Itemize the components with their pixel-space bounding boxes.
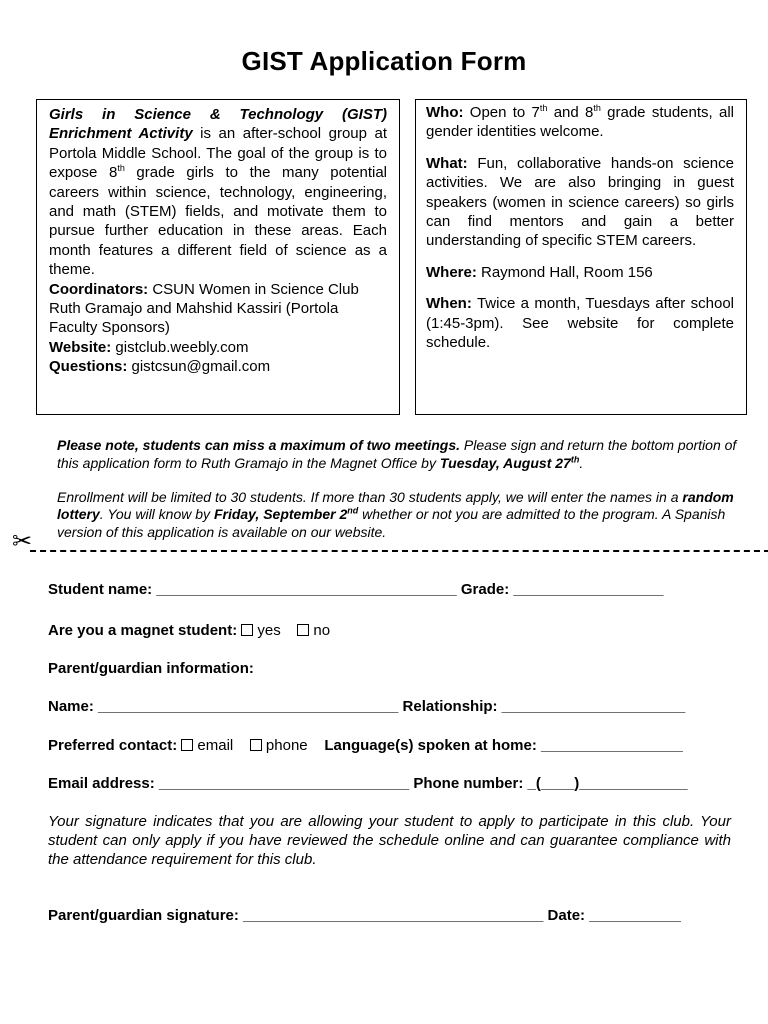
- intro-bold: Girls in Science & Technology (GIST) Enrichment Activity: [49, 106, 387, 143]
- parent-info-heading: Parent/guardian information:: [48, 660, 254, 677]
- notes-p2-text-2: . You will know by: [99, 506, 214, 523]
- intro-text-2: grade girls to the many potential careers within science, technology, engineering, and math (STEM) fields, and motivate them to pursue further education in these areas. Each month features a different field of science as a theme.: [49, 164, 387, 279]
- notes-p2-bold-2-sup: nd: [347, 505, 359, 516]
- intro-sup: th: [117, 163, 125, 174]
- magnet-no-checkbox[interactable]: [297, 624, 309, 636]
- parent-name-row: [48, 698, 685, 715]
- who-text-1: Open to 7: [463, 104, 540, 121]
- who-text-3: grade students, all gender identities welcome.: [426, 104, 734, 141]
- magnet-no-label: no: [313, 622, 331, 639]
- questions-email[interactable]: gistcsun@gmail.com: [127, 358, 271, 376]
- magnet-yes-checkbox[interactable]: [241, 624, 253, 636]
- website: [49, 338, 387, 357]
- preferred-contact-label: Preferred contact:: [48, 737, 178, 754]
- email-address-field[interactable]: Email address: ______________________________: [48, 775, 410, 792]
- questions-label: Questions:: [49, 358, 128, 376]
- contact-phone-label: phone: [265, 737, 308, 754]
- coordinators: [49, 280, 387, 338]
- who-text-2: and 8: [547, 104, 594, 121]
- notes-p1-bold: Please note, students can miss a maximum of two meetings.: [57, 437, 461, 453]
- info-box-right: [415, 99, 747, 415]
- grade-field[interactable]: Grade: __________________: [460, 581, 664, 598]
- notes-p1-date-sup: th: [570, 454, 580, 465]
- notes-p2-bold-2: Friday, September 2: [213, 506, 348, 523]
- contact-row: [48, 737, 683, 754]
- info-box-left: [36, 99, 400, 415]
- notes-p1-end: .: [579, 454, 584, 471]
- contact-phone-checkbox[interactable]: [250, 739, 262, 751]
- contact-email-label: email: [197, 737, 234, 754]
- who-sup-1: th: [539, 103, 548, 113]
- where-paragraph: [426, 263, 734, 282]
- magnet-question: Are you a magnet student:: [48, 622, 238, 639]
- when-label: When:: [426, 295, 472, 313]
- student-name-field[interactable]: Student name: ____________________________________: [48, 581, 457, 598]
- intro-text: is an after-school group at Portola Middle School. The goal of the group is to expose 8: [49, 125, 388, 182]
- contact-email-checkbox[interactable]: [181, 739, 193, 751]
- notes-p2-text-1: Enrollment will be limited to 30 students. If more than 30 students apply, we will enter the names in a: [57, 488, 683, 505]
- who-paragraph: [426, 103, 734, 142]
- when-text: Twice a month, Tuesdays after school (1:45-3pm). See website for complete schedule.: [426, 295, 734, 352]
- who-label: Who:: [426, 104, 464, 121]
- what-label: What:: [426, 154, 468, 172]
- student-name-row: [48, 581, 664, 598]
- when-paragraph: [426, 294, 734, 352]
- what-text: Fun, collaborative hands-on science activities. We are also bringing in guest speakers (women in science careers) so girls can find mentors and gain a better understanding of specific STEM careers.: [426, 154, 734, 250]
- website-value[interactable]: gistclub.weebly.com: [111, 338, 249, 356]
- notes-paragraph-1: [57, 437, 737, 473]
- language-field[interactable]: Language(s) spoken at home: _________________: [324, 737, 683, 754]
- page-title: GIST Application Form: [241, 46, 527, 76]
- notes-p1-text: Please sign and return the bottom portion of this application form to Ruth Gramajo in the Magnet Office by: [57, 437, 737, 471]
- notes-p2-bold-1: random lottery: [57, 488, 734, 523]
- where-label: Where:: [426, 263, 477, 281]
- notes-p2-text-3: whether or not you are admitted to the program. A Spanish version of this application is available on our website.: [57, 506, 726, 541]
- notes-p1-date: Tuesday, August 27: [439, 454, 571, 471]
- intro-paragraph: [49, 105, 387, 280]
- cut-line: [30, 550, 768, 552]
- questions: [49, 357, 387, 376]
- scissors-icon: ✂: [12, 528, 33, 555]
- notes: [57, 437, 737, 558]
- signature-row: [48, 907, 681, 924]
- email-row: [48, 775, 688, 792]
- phone-number-field[interactable]: Phone number: _(____)_____________: [413, 775, 688, 792]
- signature-note: Your signature indicates that you are allowing your student to apply to participate in this club. Your student can only apply if you have reviewed the schedule online and can guarantee compliance with the attendance requirement for this club.: [48, 813, 731, 868]
- who-sup-2: th: [593, 103, 601, 113]
- coordinators-label: Coordinators:: [49, 280, 149, 298]
- coordinators-value: CSUN Women in Science Club Ruth Gramajo and Mahshid Kassiri (Portola Faculty Sponsors): [49, 280, 359, 337]
- magnet-yes-label: yes: [257, 622, 281, 639]
- what-paragraph: [426, 154, 734, 251]
- parent-name-field[interactable]: Name: ____________________________________: [48, 698, 399, 715]
- website-label: Website:: [49, 338, 112, 356]
- where-text: Raymond Hall, Room 156: [476, 263, 653, 281]
- magnet-row: [48, 622, 330, 639]
- parent-signature-field[interactable]: Parent/guardian signature: ____________________________________: [48, 907, 544, 924]
- date-field[interactable]: Date: ___________: [547, 907, 681, 924]
- notes-paragraph-2: [57, 489, 737, 542]
- relationship-field[interactable]: Relationship: ______________________: [402, 698, 686, 715]
